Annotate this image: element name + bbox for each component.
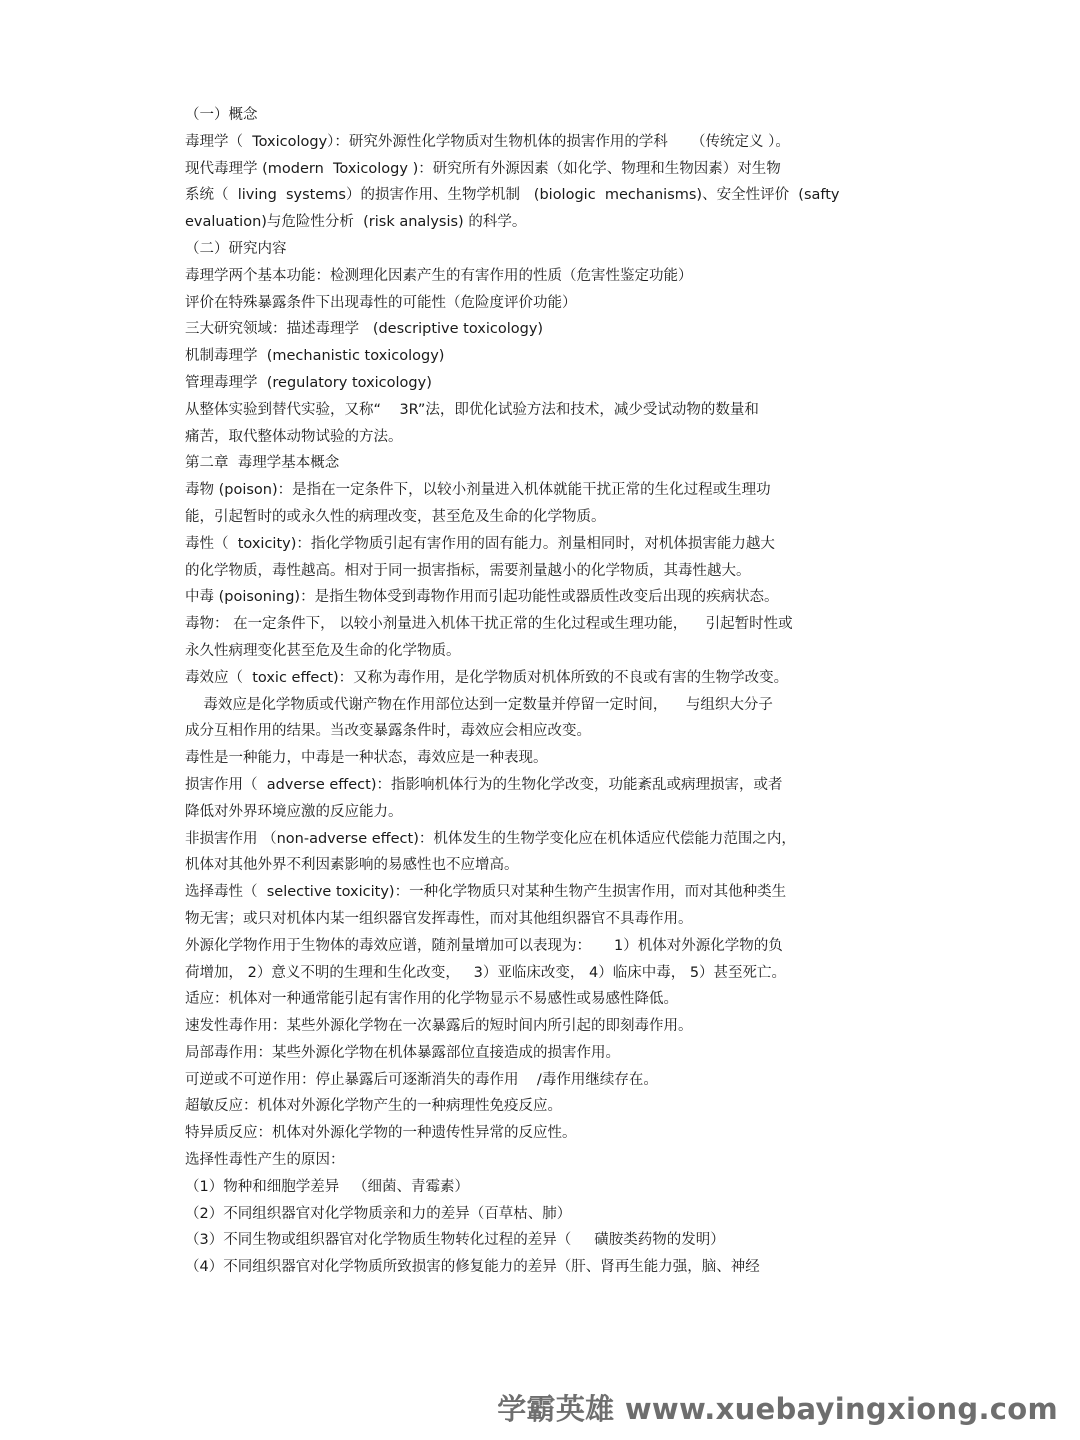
text-line: 成分互相作用的结果。当改变暴露条件时，毒效应会相应改变。	[185, 723, 591, 740]
list-item: （2）不同组织器官对化学物质亲和力的差异（百草枯、肺）	[185, 1205, 572, 1222]
text-line: 机体对其他外界不利因素影响的易感性也不应增高。	[185, 857, 519, 874]
text-line: 毒效应（ toxic effect)：又称为毒作用，是化学物质对机体所致的不良或有害的生物学改变。	[185, 669, 789, 686]
list-item: （4）不同组织器官对化学物质所致损害的修复能力的差异（肝、肾再生能力强，脑、神经	[185, 1259, 760, 1276]
text-line: 中毒 (poisoning)：是指生物体受到毒物作用而引起功能性或器质性改变后出现的疾病状态。	[185, 589, 779, 606]
text-line: 机制毒理学 (mechanistic toxicology)	[185, 348, 445, 365]
text-line: 毒理学（ Toxicology）：研究外源性化学物质对生物机体的损害作用的学科 （传统定义 ）。	[185, 133, 790, 150]
text-line: 荷增加， 2）意义不明的生理和生化改变， 3）亚临床改变， 4）临床中毒， 5）甚至死亡。	[185, 964, 787, 981]
text-line: 毒物 (poison)：是指在一定条件下，以较小剂量进入机体就能干扰正常的生化过程或生理功	[185, 482, 771, 499]
text-line: 非损害作用 （non-adverse effect)：机体发生的生物学变化应在机体适应代偿能力范围之内，	[185, 830, 796, 847]
text-line: 毒物： 在一定条件下， 以较小剂量进入机体干扰正常的生化过程或生理功能， 引起暂时性或	[185, 616, 793, 633]
text-line: 痛苦，取代整体动物试验的方法。	[185, 428, 403, 445]
list-item: （3）不同生物或组织器官对化学物质生物转化过程的差异（ 磺胺类药物的发明）	[185, 1232, 725, 1249]
text-line: 物无害；或只对机体内某一组织器官发挥毒性，而对其他组织器官不具毒作用。	[185, 910, 693, 927]
text-line: 毒效应是化学物质或代谢产物在作用部位达到一定数量并停留一定时间， 与组织大分子	[185, 696, 773, 713]
text-line: 系统（ living systems）的损害作用、生物学机制 (biologic mechanisms)、安全性评价 (safty	[185, 187, 840, 204]
text-line: 毒性（ toxicity)：指化学物质引起有害作用的固有能力。剂量相同时，对机体损害能力越大	[185, 535, 775, 552]
text-line: evaluation)与危险性分析 (risk analysis) 的科学。	[185, 214, 527, 231]
text-line: 评价在特殊暴露条件下出现毒性的可能性（危险度评价功能）	[185, 294, 577, 311]
text-line: 毒性是一种能力，中毒是一种状态，毒效应是一种表现。	[185, 750, 548, 767]
text-line: 现代毒理学 (modern Toxicology )：研究所有外源因素（如化学、物理和生物因素）对生物	[185, 160, 781, 177]
text-line: 管理毒理学 (regulatory toxicology)	[185, 374, 432, 391]
text-line: 降低对外界环境应激的反应能力。	[185, 803, 403, 820]
watermark: 学霸英雄 www.xuebayingxiong.com	[497, 1392, 1058, 1426]
text-line: 速发性毒作用：某些外源化学物在一次暴露后的短时间内所引起的即刻毒作用。	[185, 1018, 693, 1035]
text-line: 能，引起暂时的或永久性的病理改变，甚至危及生命的化学物质。	[185, 508, 606, 525]
text-line: 超敏反应：机体对外源化学物产生的一种病理性免疫反应。	[185, 1098, 562, 1115]
section-heading-concept: （一）概念	[185, 107, 258, 123]
list-item: （1）物种和细胞学差异 （细菌、青霉素）	[185, 1178, 470, 1195]
text-line: 选择毒性（ selective toxicity)：一种化学物质只对某种生物产生损害作用，而对其他种类生	[185, 884, 787, 901]
text-line: 三大研究领域：描述毒理学 (descriptive toxicology)	[185, 321, 544, 338]
text-line: 局部毒作用：某些外源化学物在机体暴露部位直接造成的损害作用。	[185, 1044, 620, 1061]
chapter-heading: 第二章 毒理学基本概念	[185, 455, 340, 472]
text-line: 损害作用（ adverse effect)：指影响机体行为的生物化学改变，功能紊乱或病理损害，或者	[185, 776, 783, 793]
section-heading-content: （二）研究内容	[185, 240, 287, 257]
text-line: 毒理学两个基本功能：检测理化因素产生的有害作用的性质（危害性鉴定功能）	[185, 267, 693, 284]
text-line: 适应：机体对一种通常能引起有害作用的化学物显示不易感性或易感性降低。	[185, 991, 678, 1008]
document-body	[185, 102, 925, 1281]
text-line: 永久性病理变化甚至危及生命的化学物质。	[185, 642, 461, 659]
text-line: 可逆或不可逆作用：停止暴露后可逐渐消失的毒作用 /毒作用继续存在。	[185, 1071, 658, 1088]
text-line: 特异质反应：机体对外源化学物的一种遗传性异常的反应性。	[185, 1125, 577, 1142]
text-line: 选择性毒性产生的原因：	[185, 1152, 345, 1169]
text-line: 从整体实验到替代实验，又称“ 3R”法，即优化试验方法和技术，减少受试动物的数量和	[185, 401, 759, 418]
text-line: 外源化学物作用于生物体的毒效应谱，随剂量增加可以表现为： 1）机体对外源化学物的负	[185, 937, 783, 954]
text-line: 的化学物质，毒性越高。相对于同一损害指标，需要剂量越小的化学物质，其毒性越大。	[185, 562, 751, 579]
